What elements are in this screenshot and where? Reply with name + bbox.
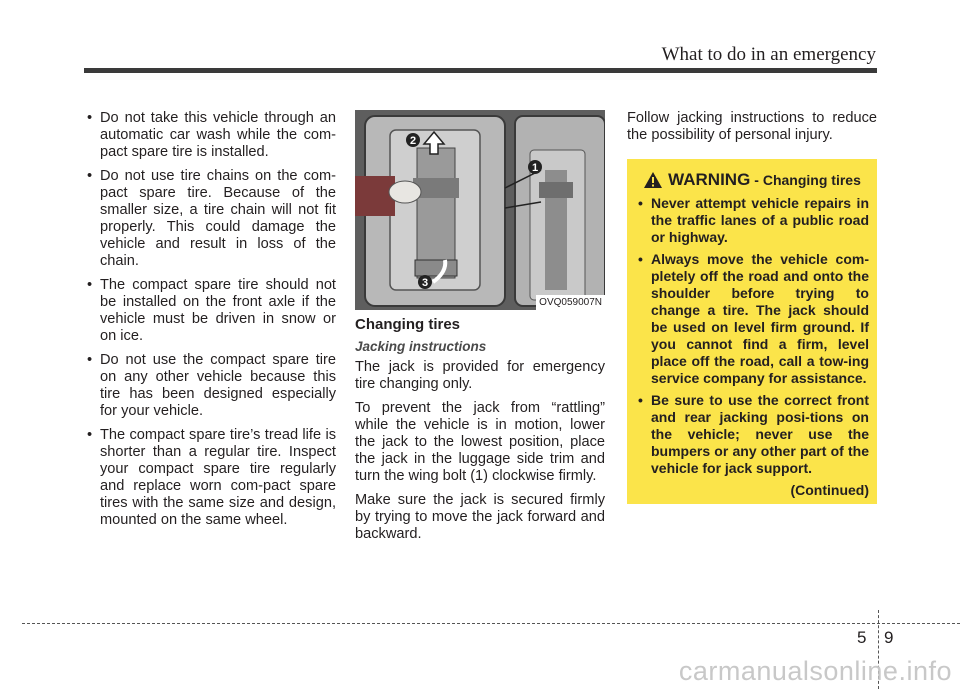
list-item: • Never attempt vehicle repairs in the traffic lanes of a public road or highway. [635, 195, 869, 246]
header-rule [84, 68, 877, 73]
spare-tire-cautions [84, 110, 336, 529]
paragraph: Make sure the jack is secured firmly by trying to move the jack forward and backward. [355, 492, 605, 542]
chapter-number: 5 [857, 628, 867, 647]
continued-label: (Continued) [790, 482, 869, 498]
watermark: carmanualsonline.info [678, 656, 952, 686]
list-item: • Do not take this vehicle through an automatic car wash while the com-pact spare tire is installed. [84, 110, 336, 161]
paragraph: The jack is provided for emergency tire changing only. [355, 359, 605, 392]
section-title: What to do in an emergency [661, 44, 876, 65]
column-2 [355, 110, 605, 550]
list-item: • The compact spare tire should not be installed on the front axle if the vehicle must be driven in snow or on ice. [84, 277, 336, 345]
subheading-jacking-instructions: Jacking instructions [355, 339, 487, 354]
list-item: • The compact spare tire’s tread life is shorter than a regular tire. Inspect your compact spare tire regularly and replace worn com-pact spare tires with the same size and design, mounted on the same wheel. [84, 427, 336, 529]
intro-paragraph: Follow jacking instructions to reduce the possibility of personal injury. [627, 110, 877, 143]
warning-list [635, 195, 869, 477]
warning-triangle-icon [643, 171, 663, 189]
callout-1-label: 1 [531, 162, 539, 174]
warning-subtitle: - Changing tires [754, 172, 861, 188]
warning-header [635, 171, 869, 189]
callout-3-label: 3 [421, 277, 429, 289]
list-item: • Do not use tire chains on the com-pact spare tire. Because of the smaller size, a tire chain will not fit properly. This could damage the vehicle and result in loss of the chain. [84, 168, 336, 270]
jack-illustration [355, 110, 605, 310]
heading-changing-tires: Changing tires [355, 316, 461, 333]
warning-label: WARNING [668, 170, 751, 189]
column-3 [627, 110, 877, 151]
list-item: • Be sure to use the correct front and rear jacking posi-tions on the vehicle; never use the bumpers or any other part of the vehicle for jack support. [635, 392, 869, 477]
figure-caption: OVQ059007N [536, 295, 605, 310]
jack-storage-figure [355, 110, 605, 310]
list-item: • Always move the vehicle com-pletely off the road and onto the shoulder before trying to change a tire. The jack should be used on level firm ground. If you cannot find a firm, level place off the road, call a tow-ing service company for assistance. [635, 251, 869, 387]
footer-rule [22, 623, 960, 624]
paragraph: To prevent the jack from “rattling” while the vehicle is in motion, lower the jack to the lowest position, place the jack in the luggage side trim and turn the wing bolt (1) clockwise firmly. [355, 400, 605, 484]
warning-box [627, 159, 877, 504]
page-number: 9 [884, 628, 894, 647]
callout-2-label: 2 [409, 135, 417, 147]
list-item: • Do not use the compact spare tire on any other vehicle because this tire has been designed especially for your vehicle. [84, 352, 336, 420]
column-1 [84, 110, 336, 536]
